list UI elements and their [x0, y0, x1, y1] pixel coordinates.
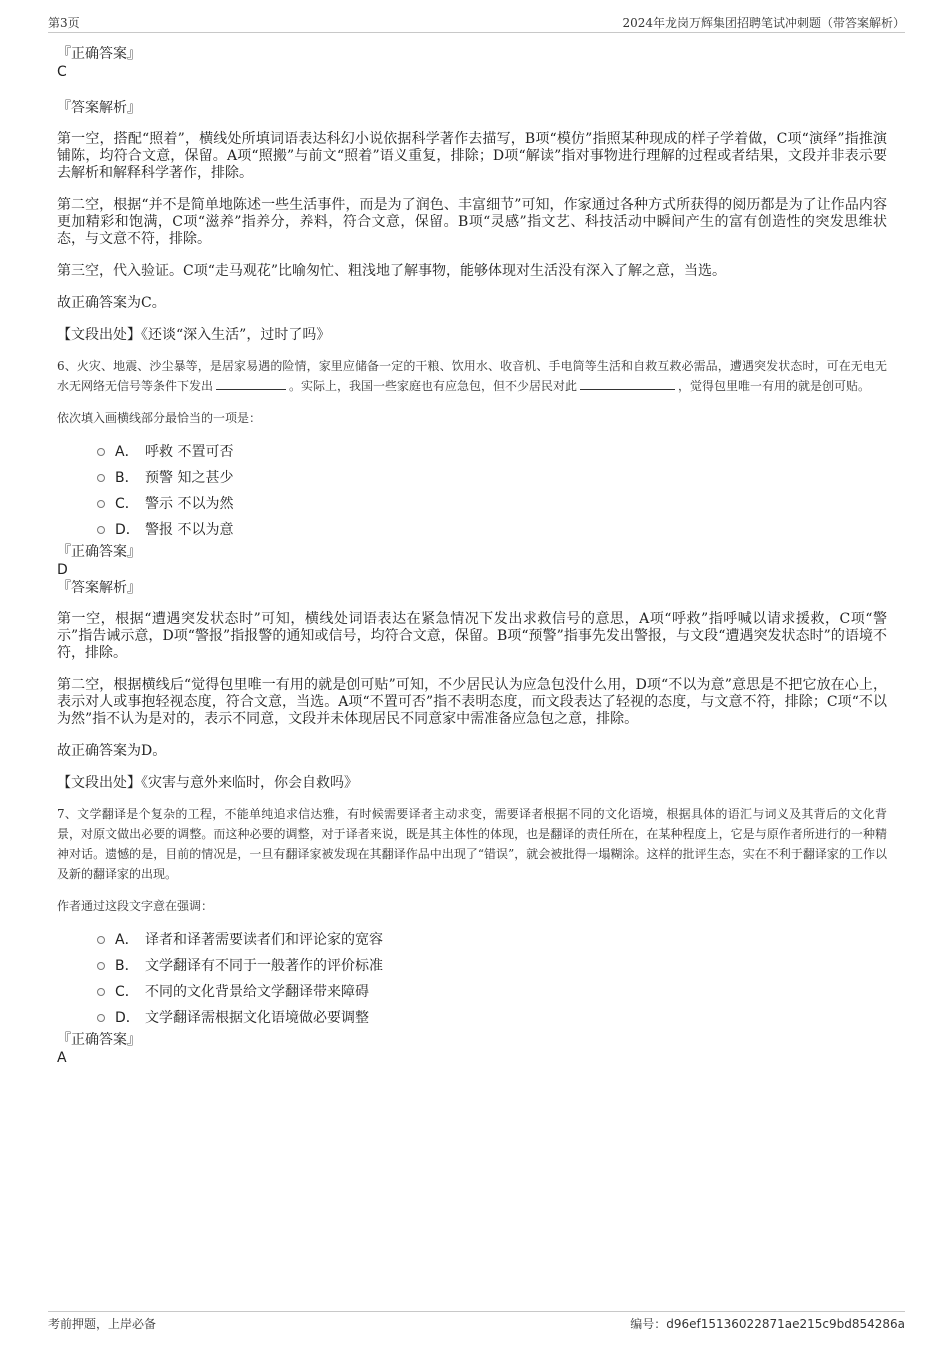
answer-label: 『正确答案』	[57, 544, 141, 560]
question-stem: 7、文学翻译是个复杂的工程，不能单纯追求信达雅，有时候需要译者主动求变，需要译者根据不同的文化语境，根据具体的语汇与词义及其背后的文化背景，对原文做出必要的调整。而这种必要的调整，对于译者来说，既是其主体性的体现，也是翻译的责任所在，在某种程度上，它是与原作者所进行的一种精神对话。遗憾的是，目前的情况是，一旦有翻译家被发现在其翻译作品中出现了“错误”，就会被批得一塌糊涂。这样的批评生态，实在不利于翻译家的工作以及新的翻译家的出现。	[57, 807, 887, 881]
question-stem: 6、火灾、地震、沙尘暴等，是居家易遇的险情，家里应储备一定的干粮、饮用水、收音机、手电筒等生活和自救互救必需品，遭遇突发状态时，可在无电无水无网络无信号等条件下发出 。实际上，我国一些家庭也有应急包，但不少居民对此 ，觉得包里唯一有用的就是创可贴。	[57, 359, 887, 393]
source-citation: 【文段出处】《灾害与意外来临时，你会自救吗》	[57, 775, 358, 791]
analysis-paragraph: 第一空，搭配“照着”，横线处所填词语表达科幻小说依据科学著作去描写，B项“模仿”指照某种现成的样子学着做，C项“演绎”指推演铺陈，均符合文意，保留。A项“照搬”与前文“照着”语义重复，排除；D项“解读”指对事物进行理解的过程或者结果，文段并非表示要去解析和解释科学著作，排除。	[57, 131, 887, 181]
analysis-label: 『答案解析』	[57, 580, 141, 596]
radio-icon[interactable]	[97, 448, 105, 456]
option-a[interactable]: A． 译者和译著需要读者们和评论家的宽容	[57, 927, 887, 953]
analysis-paragraph: 第二空，根据横线后“觉得包里唯一有用的就是创可贴”可知，不少居民认为应急包没什么用，D项“不以为意”意思是不把它放在心上，表示对人或事抱轻视态度，符合文意，当选。A项“不置可否”指不表明态度，而文段表达了轻视的态度，与文意不符，排除；C项“不以为然”指不认为是对的，表示不同意，文段并未体现居民不同意家中需准备应急包之意，排除。	[57, 677, 887, 727]
page-number: 第3页	[48, 16, 80, 30]
correct-answer: C	[57, 64, 67, 80]
page-header	[48, 14, 905, 33]
option-b[interactable]: B． 文学翻译有不同于一般著作的评价标准	[57, 953, 887, 979]
analysis-paragraph: 第二空，根据“并不是简单地陈述一些生活事件，而是为了润色、丰富细节”可知，作家通过各种方式所获得的阅历都是为了让作品内容更加精彩和饱满，C项“滋养”指养分，养料，符合文意，保留。B项“灵感”指文艺、科技活动中瞬间产生的富有创造性的突发思维状态，与文意不符，排除。	[57, 197, 887, 247]
radio-icon[interactable]	[97, 526, 105, 534]
page-footer	[48, 1311, 905, 1335]
option-c[interactable]: C． 不同的文化背景给文学翻译带来障碍	[57, 979, 887, 1005]
radio-icon[interactable]	[97, 988, 105, 996]
fill-blank	[216, 377, 286, 390]
radio-icon[interactable]	[97, 962, 105, 970]
radio-icon[interactable]	[97, 500, 105, 508]
answer-label: 『正确答案』	[57, 46, 141, 62]
question-prompt: 作者通过这段文字意在强调：	[57, 899, 214, 913]
document-title: 2024年龙岗万辉集团招聘笔试冲刺题（带答案解析）	[622, 16, 905, 30]
source-citation: 【文段出处】《还谈“深入生活”，过时了吗》	[57, 327, 331, 343]
option-list	[57, 439, 887, 543]
question-prompt: 依次填入画横线部分最恰当的一项是：	[57, 411, 262, 425]
radio-icon[interactable]	[97, 474, 105, 482]
radio-icon[interactable]	[97, 1014, 105, 1022]
option-a[interactable]: A． 呼救 不置可否	[57, 439, 887, 465]
analysis-paragraph: 第三空，代入验证。C项“走马观花”比喻匆忙、粗浅地了解事物，能够体现对生活没有深入了解之意，当选。	[57, 263, 727, 279]
answer-label: 『正确答案』	[57, 1032, 141, 1048]
correct-answer: A	[57, 1050, 67, 1066]
correct-answer: D	[57, 562, 68, 578]
analysis-conclusion: 故正确答案为C。	[57, 295, 166, 311]
footer-slogan: 考前押题，上岸必备	[48, 1317, 157, 1331]
radio-icon[interactable]	[97, 936, 105, 944]
option-d[interactable]: D． 警报 不以为意	[57, 517, 887, 543]
option-d[interactable]: D． 文学翻译需根据文化语境做必要调整	[57, 1005, 887, 1031]
document-body	[57, 45, 887, 1067]
analysis-label: 『答案解析』	[57, 100, 141, 116]
analysis-conclusion: 故正确答案为D。	[57, 743, 167, 759]
option-list	[57, 927, 887, 1031]
document-id: 编号：d96ef15136022871ae215c9bd854286a	[630, 1317, 905, 1331]
option-c[interactable]: C． 警示 不以为然	[57, 491, 887, 517]
fill-blank	[580, 377, 675, 390]
analysis-paragraph: 第一空，根据“遭遇突发状态时”可知，横线处词语表达在紧急情况下发出求救信号的意思，A项“呼救”指呼喊以请求援救，C项“警示”指告诫示意，D项“警报”指报警的通知或信号，均符合文意，保留。B项“预警”指事先发出警报，与文段“遭遇突发状态时”的语境不符，排除。	[57, 611, 887, 661]
option-b[interactable]: B． 预警 知之甚少	[57, 465, 887, 491]
